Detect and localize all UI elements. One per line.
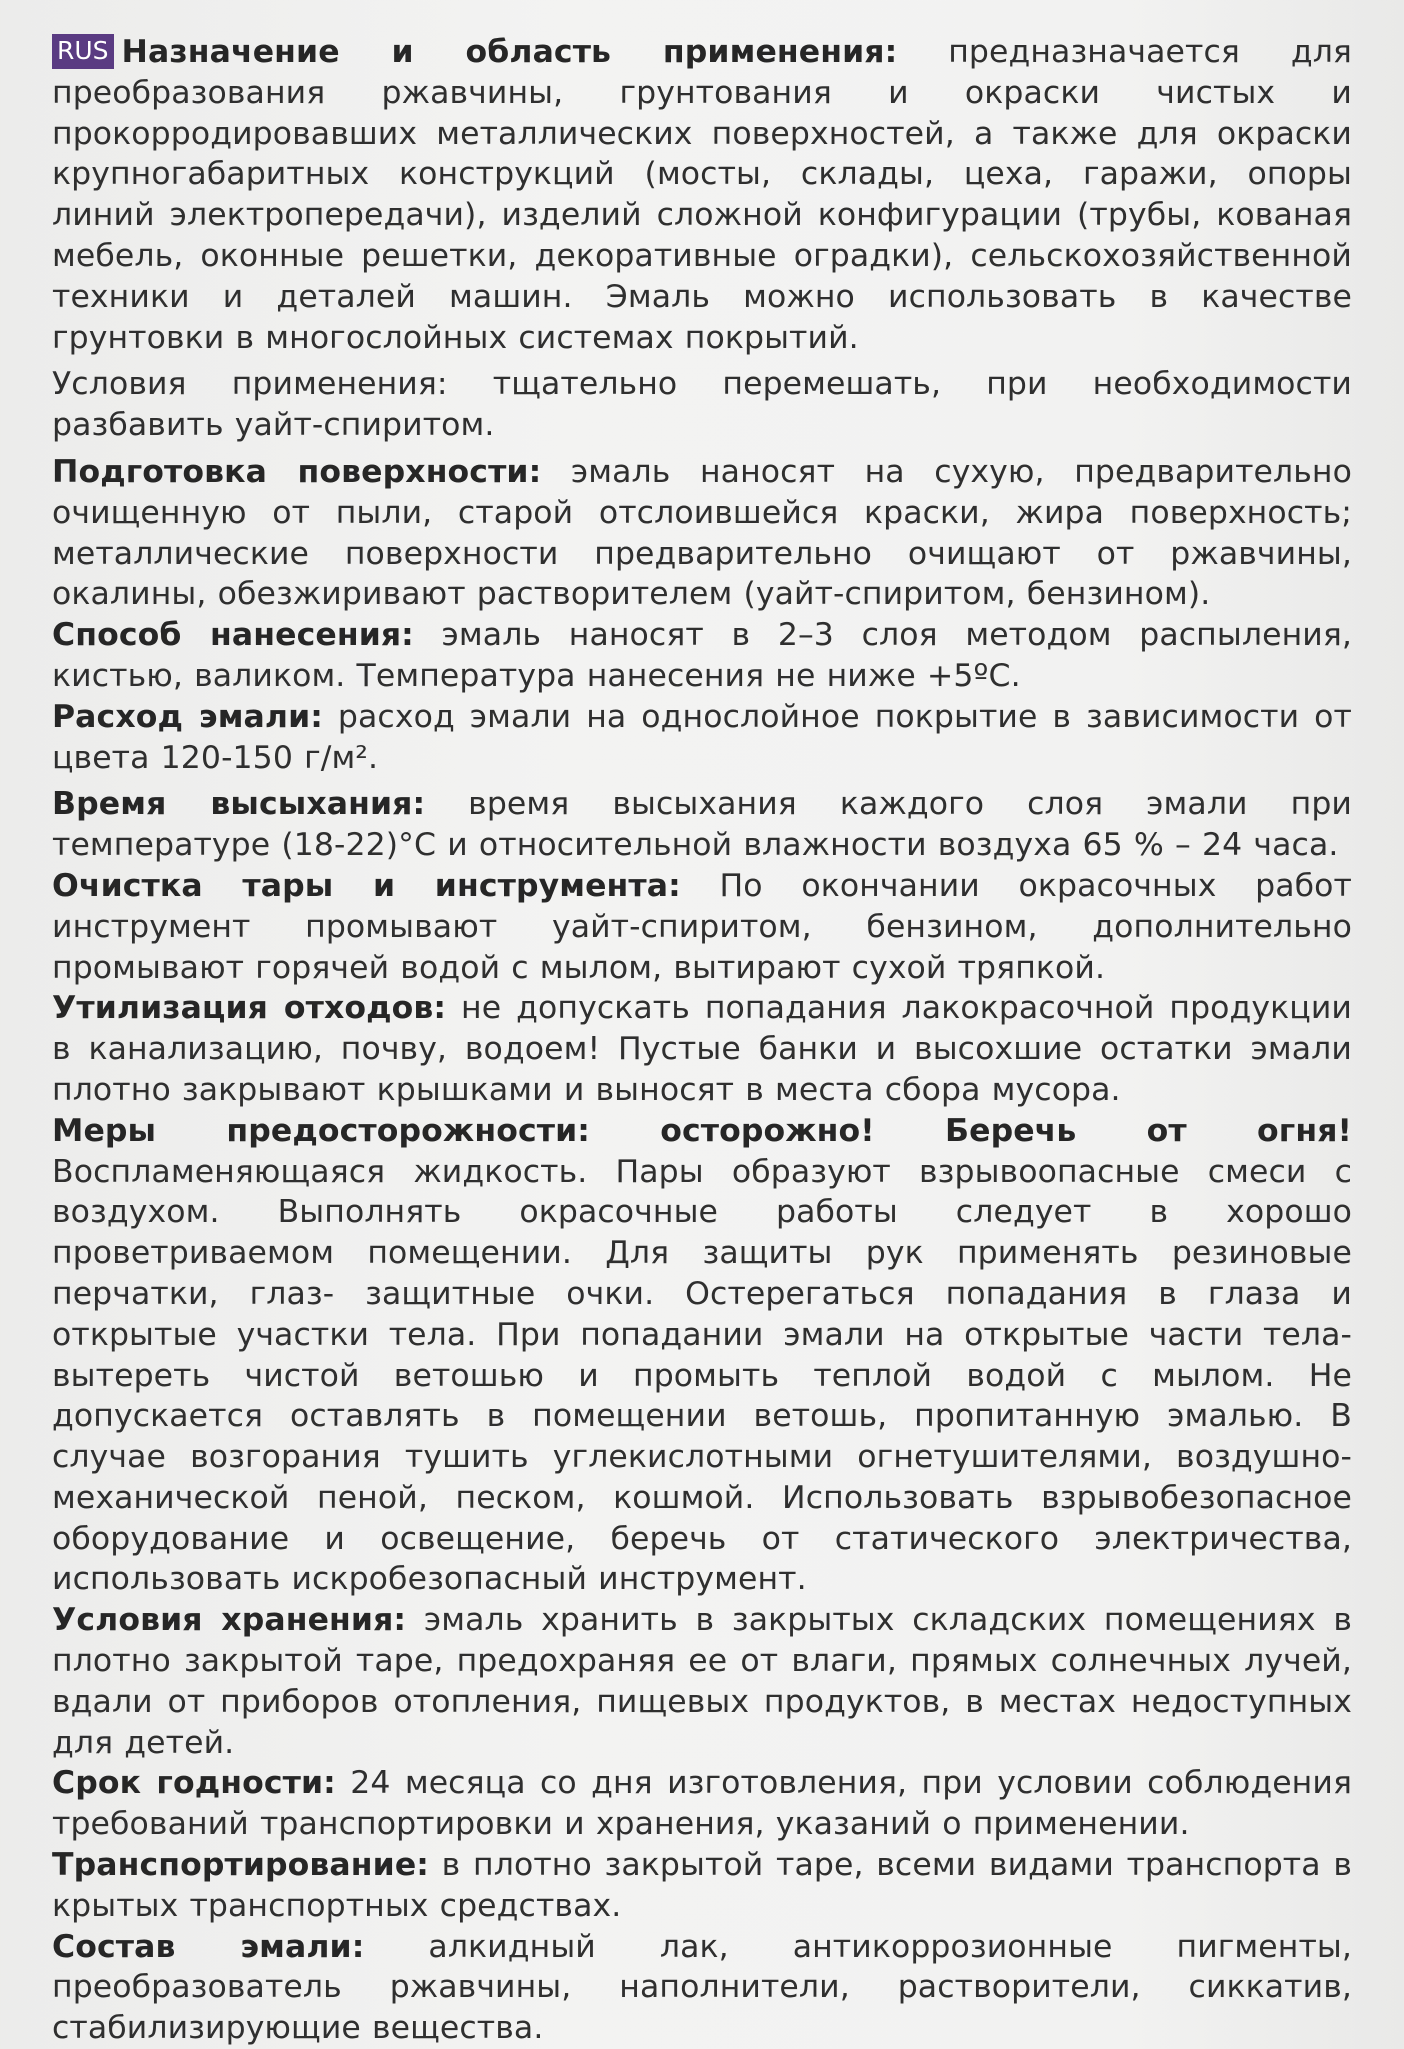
label-text (52, 32, 1352, 2049)
section-heading: Меры предосторожности: осторожно! Беречь от огня! (52, 1112, 1352, 1149)
section-heading: Условия хранения: (52, 1602, 407, 1639)
section-heading: Назначение и область применения: (121, 34, 898, 70)
section-text: предназначается для преобразования ржавчины, грунтования и окраски чистых и прокорродировавших металлических поверхностей, а также для окраски крупногабаритных конструкций (мосты, склады, цеха, гаражи, опоры линий электропередачи), изделий сложной конфигурации (трубы, кованая мебель, оконные решетки, декоративные оградки), сельскохозяйственной техники и деталей машин. Эмаль можно использовать в качестве грунтовки в многослойных системах покрытий. (52, 34, 1352, 356)
section-text: Воспламеняющаяся жидкость. Пары образуют взрывоопасные смеси с воздухом. Выполнять окрасочные работы следует в хорошо проветриваемом помещении. Для защиты рук применять резиновые перчатки, глаз- защитные очки. Остерегаться попадания в глаза и открытые участки тела. При попадании эмали на открытые части тела- вытереть чистой ветошью и промыть теплой водой с мылом. Не допускается оставлять в помещении ветошь, пропитанную эмалью. В случае возгорания тушить углекислотными огнетушителями, воздушно-механической пеной, песком, кошмой. Использовать взрывобезопасное оборудование и освещение, беречь от статического электричества, использовать искробезопасный инструмент. (52, 1153, 1352, 1598)
section-drying-time (52, 784, 1352, 866)
section-heading: Транспортирование: (52, 1847, 429, 1884)
section-precautions (52, 1111, 1352, 1601)
section-transportation (52, 1845, 1352, 1927)
section-text: алкидный лак, антикоррозионные пигменты, преобразователь ржавчины, наполнители, растворители, сиккатив, стабилизирующие вещества. (52, 1928, 1352, 2047)
section-text: По окончании окрасочных работ инструмент промывают уайт-спиритом, бензином, дополнительно промывают горячей водой с мылом, вытирают сухой тряпкой. (52, 867, 1352, 986)
section-heading: Состав эмали: (52, 1928, 365, 1965)
section-heading: Срок годности: (52, 1765, 336, 1802)
section-heading: Расход эмали: (52, 698, 323, 735)
section-text: время высыхания каждого слоя эмали при температуре (18-22)°С и относительной влажности воздуха 65 % – 24 часа. (52, 786, 1352, 864)
section-text: эмаль наносят в 2–3 слоя методом распыления, кистью, валиком. Температура нанесения не ниже +5ºC. (52, 617, 1352, 694)
section-text: 24 месяца со дня изготовления, при условии соблюдения требований транспортировки и хранения, указаний о применении. (52, 1765, 1352, 1843)
section-text: Условия применения: тщательно перемешать, при необходимости разбавить уайт-спиритом. (52, 366, 1352, 444)
section-heading: Очистка тары и инструмента: (52, 867, 681, 904)
section-composition (52, 1927, 1352, 2049)
section-text: эмаль хранить в закрытых складских помещениях в плотно закрытой таре, предохраняя ее от влаги, прямых солнечных лучей, вдали от приборов отопления, пищевых продуктов, в местах недоступных для детей. (52, 1602, 1352, 1761)
section-heading: Время высыхания: (52, 786, 426, 823)
section-application-method (52, 615, 1352, 697)
section-heading: Подготовка поверхности: (52, 453, 542, 490)
section-text: расход эмали на однослойное покрытие в зависимости от цвета 120-150 г/м². (52, 698, 1352, 776)
section-surface-preparation (52, 452, 1352, 615)
section-consumption (52, 697, 1352, 779)
language-badge: RUS (52, 34, 114, 69)
section-cleaning (52, 866, 1352, 988)
section-text: в плотно закрытой таре, всеми видами транспорта в крытых транспортных средствах. (52, 1847, 1352, 1924)
section-purpose (52, 32, 1352, 358)
section-usage-conditions (52, 364, 1352, 446)
section-text: не допускать попадания лакокрасочной продукции в канализацию, почву, водоем! Пустые банки и высохшие остатки эмали плотно закрывают крышками и выносят в места сбора мусора. (52, 990, 1352, 1108)
section-shelf-life (52, 1763, 1352, 1845)
section-waste-disposal (52, 988, 1352, 1110)
section-storage (52, 1600, 1352, 1763)
section-text: эмаль наносят на сухую, предварительно очищенную от пыли, старой отслоившейся краски, жира поверхность; металлические поверхности предварительно очищают от ржавчины, окалины, обезжиривают растворителем (уайт-спиритом, бензином). (52, 453, 1352, 613)
section-heading: Способ нанесения: (52, 617, 414, 654)
section-heading: Утилизация отходов: (52, 990, 447, 1027)
